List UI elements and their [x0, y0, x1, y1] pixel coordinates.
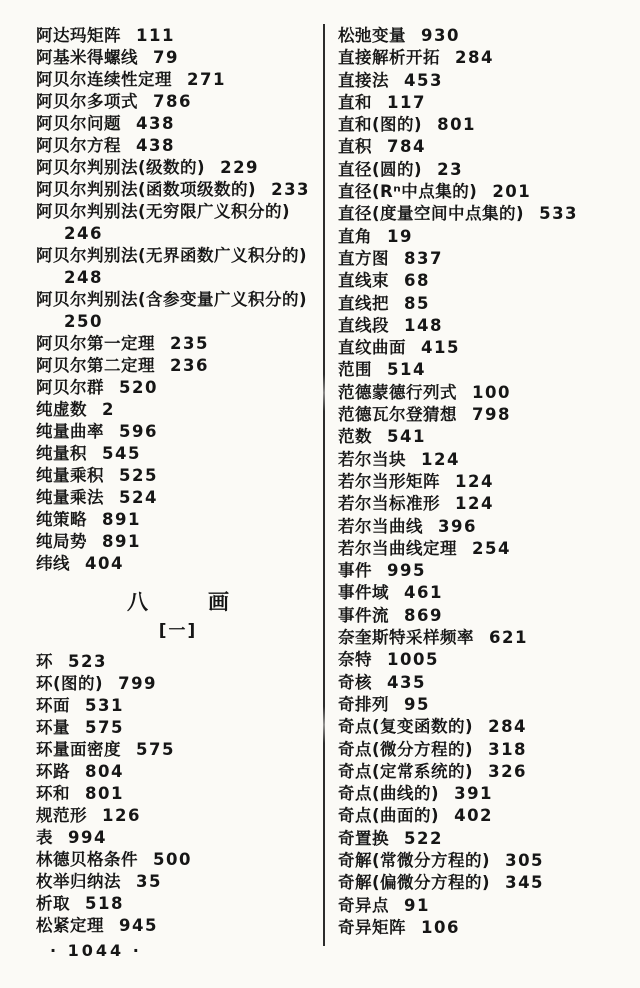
entry-page-number: 100: [472, 382, 511, 402]
subsection-heading: [一]: [158, 621, 198, 641]
entry-page-number: 531: [85, 696, 124, 715]
entry-page-number: 596: [119, 422, 158, 441]
index-entry: [338, 114, 630, 136]
entry-page-number: 236: [170, 356, 209, 375]
entry-page-number: 621: [489, 628, 528, 648]
entry-page-number: 229: [220, 158, 260, 177]
index-entry: [338, 716, 630, 738]
entry-page-number: 518: [85, 894, 124, 913]
index-entry: [36, 91, 320, 113]
entry-page-number: 525: [119, 466, 158, 485]
stroke-section-heading: [36, 589, 320, 615]
index-entry: [36, 355, 320, 377]
index-entry: [36, 157, 320, 179]
entry-page-number: 254: [472, 538, 511, 558]
entry-page-number: 520: [119, 378, 158, 397]
index-entry-wrapped-page: [36, 267, 320, 289]
entry-term: 直接解析开拓: [338, 48, 440, 68]
index-entry: [338, 694, 630, 716]
entry-page-number: 318: [488, 739, 528, 759]
entry-term: 纯量乘法: [36, 488, 104, 507]
entry-term: 事件: [338, 561, 372, 581]
entry-page-number: 305: [505, 850, 545, 870]
entry-page-number: 233: [271, 180, 311, 199]
entry-term: 范德蒙德行列式: [338, 382, 457, 402]
index-entry: [338, 828, 630, 850]
entry-page-number: 801: [437, 115, 477, 135]
entry-term: 环量: [36, 718, 70, 737]
entry-term: 纯量积: [36, 444, 87, 463]
entry-term: 表: [36, 828, 53, 847]
index-entry: [338, 850, 630, 872]
entry-term: 松弛变量: [338, 26, 406, 45]
entry-page-number: 500: [153, 850, 192, 869]
index-entry: [36, 805, 320, 827]
entry-term: 阿贝尔判别法(无界函数广义积分的): [36, 246, 308, 265]
stroke-section-heading-char: 画: [208, 590, 229, 614]
index-entry: [36, 25, 320, 47]
entry-page-number: 514: [387, 360, 426, 380]
entry-page-number: 284: [488, 717, 528, 737]
index-entry: [36, 695, 320, 717]
entry-term: 阿达玛矩阵: [36, 26, 121, 45]
entry-page-number: 19: [387, 226, 413, 246]
entry-term: 环路: [36, 762, 70, 781]
index-entry: [338, 605, 630, 627]
index-entry: [36, 717, 320, 739]
entry-page-number: 461: [404, 583, 443, 603]
index-entry: [338, 270, 630, 292]
index-column-right: [338, 25, 630, 939]
entry-page-number: 404: [85, 554, 124, 573]
entry-page-number: 79: [153, 48, 179, 67]
entry-page-number: 2: [102, 400, 115, 419]
index-entry: [36, 893, 320, 915]
index-entry-wrapped-page: [36, 311, 320, 333]
entry-page-number: 523: [68, 652, 107, 671]
entry-page-number: 930: [421, 26, 460, 45]
index-entry: [36, 553, 320, 575]
entry-page-number: 786: [153, 92, 192, 111]
entry-page-number: 124: [455, 471, 494, 491]
entry-page-number: 438: [136, 136, 175, 155]
entry-term: 奇核: [338, 672, 372, 692]
index-entry: [36, 673, 320, 695]
entry-term: 事件流: [338, 605, 389, 625]
index-entry: [338, 226, 630, 248]
index-entry: [36, 113, 320, 135]
entry-page-number: 284: [455, 48, 494, 68]
index-entry: [36, 421, 320, 443]
index-entry: [338, 516, 630, 538]
index-entry: [338, 672, 630, 694]
entry-term: 奇排列: [338, 694, 389, 714]
entry-term: 若尔当曲线: [338, 516, 423, 536]
entry-term: 奇点(曲线的): [338, 784, 440, 804]
index-entry: [36, 201, 320, 223]
entry-page-number: 124: [421, 449, 460, 469]
entry-page-number: 391: [454, 784, 494, 804]
entry-term: 阿贝尔第二定理: [36, 356, 155, 375]
index-entry: [36, 915, 320, 937]
index-entry: [338, 203, 630, 225]
index-entry: [36, 739, 320, 761]
entry-term: 直径(圆的): [338, 159, 423, 179]
entry-page-number: 798: [472, 405, 511, 425]
index-entry: [338, 359, 630, 381]
index-entry: [338, 248, 630, 270]
entry-page-number: 784: [387, 137, 426, 157]
index-entry: [338, 895, 630, 917]
index-entry: [338, 649, 630, 671]
entry-page-number: 106: [421, 917, 460, 937]
entry-page-number: 248: [64, 268, 103, 287]
index-entry: [338, 92, 630, 114]
entry-term: 直径(度量空间中点集的): [338, 204, 525, 224]
entry-page-number: 326: [488, 761, 528, 781]
index-entry: [338, 582, 630, 604]
entry-term: 直角: [338, 226, 372, 246]
entry-page-number: 201: [492, 182, 532, 202]
entry-page-number: 250: [64, 312, 103, 331]
entry-term: 奈奎斯特采样频率: [338, 628, 474, 648]
index-entry: [36, 465, 320, 487]
index-entry: [36, 245, 320, 267]
entry-term: 直线束: [338, 271, 389, 291]
entry-list-eight-stroke: [36, 651, 320, 937]
entry-page-number: 801: [85, 784, 124, 803]
index-entry: [338, 538, 630, 560]
index-entry: [36, 135, 320, 157]
index-column-left: [36, 25, 320, 937]
entry-term: 环面: [36, 696, 70, 715]
entry-page-number: 575: [136, 740, 175, 759]
index-entry: [36, 47, 320, 69]
entry-term: 阿贝尔判别法(无穷限广义积分的): [36, 202, 291, 221]
entry-page-number: 522: [404, 828, 443, 848]
entry-page-number: 891: [102, 510, 141, 529]
entry-term: 析取: [36, 894, 70, 913]
entry-term: 奇置换: [338, 828, 389, 848]
entry-list-right: [338, 25, 630, 939]
entry-term: 松紧定理: [36, 916, 104, 935]
entry-term: 若尔当曲线定理: [338, 538, 457, 558]
entry-term: 奇解(偏微分方程的): [338, 873, 491, 893]
entry-term: 奇点(微分方程的): [338, 739, 474, 759]
index-entry: [36, 333, 320, 355]
column-divider-rule: [323, 24, 325, 946]
entry-page-number: 415: [421, 338, 460, 358]
index-entry: [338, 159, 630, 181]
entry-page-number: 271: [187, 70, 226, 89]
entry-term: 阿贝尔判别法(含参变量广义积分的): [36, 290, 308, 309]
entry-term: 纬线: [36, 554, 70, 573]
entry-term: 纯策略: [36, 510, 87, 529]
index-entry: [338, 181, 630, 203]
entry-page-number: 124: [455, 494, 494, 514]
entry-term: 纯虚数: [36, 400, 87, 419]
entry-page-number: 1005: [387, 650, 439, 670]
entry-page-number: 117: [387, 92, 426, 112]
index-entry: [36, 783, 320, 805]
entry-term: 直接法: [338, 70, 389, 90]
entry-term: 奇点(定常系统的): [338, 761, 474, 781]
index-entry: [36, 849, 320, 871]
entry-page-number: 402: [454, 806, 494, 826]
entry-term: 林德贝格条件: [36, 850, 138, 869]
index-entry: [36, 871, 320, 893]
index-entry: [36, 443, 320, 465]
entry-page-number: 524: [119, 488, 158, 507]
entry-page-number: 68: [404, 271, 430, 291]
index-entry: [338, 426, 630, 448]
entry-term: 直线段: [338, 315, 389, 335]
entry-term: 环: [36, 652, 53, 671]
index-entry: [338, 471, 630, 493]
entry-term: 奇异矩阵: [338, 917, 406, 937]
entry-term: 阿贝尔多项式: [36, 92, 138, 111]
index-entry: [338, 293, 630, 315]
entry-page-number: 804: [85, 762, 124, 781]
entry-term: 阿贝尔判别法(级数的): [36, 158, 206, 177]
index-entry: [338, 449, 630, 471]
index-entry: [36, 399, 320, 421]
index-entry: [36, 289, 320, 311]
index-entry: [338, 25, 630, 47]
index-entry: [338, 917, 630, 939]
index-entry: [36, 651, 320, 673]
entry-page-number: 396: [438, 516, 477, 536]
entry-term: 奇解(常微分方程的): [338, 850, 491, 870]
entry-page-number: 95: [404, 694, 430, 714]
entry-term: 直径(Rⁿ中点集的): [338, 182, 478, 202]
entry-term: 直和: [338, 92, 372, 112]
index-entry: [338, 382, 630, 404]
entry-term: 若尔当形矩阵: [338, 471, 440, 491]
entry-term: 纯局势: [36, 532, 87, 551]
entry-page-number: 533: [539, 204, 579, 224]
index-entry: [338, 47, 630, 69]
entry-term: 奇异点: [338, 895, 389, 915]
index-entry: [338, 337, 630, 359]
entry-page-number: 541: [387, 427, 426, 447]
entry-page-number: 126: [102, 806, 141, 825]
index-entry: [36, 69, 320, 91]
entry-page-number: 575: [85, 718, 124, 737]
entry-page-number: 799: [118, 674, 158, 693]
entry-term: 直和(图的): [338, 115, 423, 135]
stroke-section-heading-char: 八: [127, 590, 148, 614]
entry-page-number: 438: [136, 114, 175, 133]
index-entry: [338, 404, 630, 426]
entry-term: 环量面密度: [36, 740, 121, 759]
entry-page-number: 345: [505, 873, 545, 893]
entry-page-number: 35: [136, 872, 162, 891]
index-entry: [36, 179, 320, 201]
entry-list-seven-stroke: [36, 25, 320, 575]
page-number-footer: · 1044 ·: [50, 941, 142, 960]
entry-page-number: 435: [387, 672, 426, 692]
entry-page-number: 995: [387, 561, 426, 581]
index-entry: [338, 739, 630, 761]
index-entry: [338, 761, 630, 783]
entry-term: 纯量乘积: [36, 466, 104, 485]
index-entry: [338, 627, 630, 649]
entry-page-number: 91: [404, 895, 430, 915]
index-entry: [338, 805, 630, 827]
entry-term: 阿贝尔群: [36, 378, 104, 397]
index-entry: [36, 487, 320, 509]
entry-page-number: 891: [102, 532, 141, 551]
entry-term: 事件域: [338, 583, 389, 603]
entry-term: 若尔当块: [338, 449, 406, 469]
index-entry: [338, 315, 630, 337]
index-entry: [338, 872, 630, 894]
entry-page-number: 994: [68, 828, 107, 847]
entry-term: 范德瓦尔登猜想: [338, 405, 457, 425]
entry-term: 奈特: [338, 650, 372, 670]
index-entry: [338, 783, 630, 805]
entry-term: 直方图: [338, 248, 389, 268]
entry-term: 阿贝尔问题: [36, 114, 121, 133]
index-entry: [36, 531, 320, 553]
entry-term: 奇点(曲面的): [338, 806, 440, 826]
entry-term: 阿贝尔连续性定理: [36, 70, 172, 89]
entry-term: 若尔当标准形: [338, 494, 440, 514]
entry-term: 环(图的): [36, 674, 104, 693]
entry-page-number: 23: [437, 159, 464, 179]
entry-term: 环和: [36, 784, 70, 803]
entry-term: 范数: [338, 427, 372, 447]
entry-page-number: 246: [64, 224, 103, 243]
entry-term: 直线把: [338, 293, 389, 313]
entry-page-number: 453: [404, 70, 443, 90]
index-entry: [36, 827, 320, 849]
entry-page-number: 148: [404, 315, 443, 335]
entry-term: 范围: [338, 360, 372, 380]
index-entry: [338, 136, 630, 158]
entry-page-number: 235: [170, 334, 209, 353]
entry-term: 阿贝尔第一定理: [36, 334, 155, 353]
entry-term: 阿贝尔方程: [36, 136, 121, 155]
entry-page-number: 837: [404, 248, 443, 268]
index-entry: [338, 560, 630, 582]
entry-term: 纯量曲率: [36, 422, 104, 441]
entry-page-number: 85: [404, 293, 430, 313]
entry-page-number: 869: [404, 605, 443, 625]
index-entry: [36, 509, 320, 531]
index-entry: [36, 761, 320, 783]
entry-page-number: 111: [136, 26, 175, 45]
entry-term: 直积: [338, 137, 372, 157]
entry-term: 奇点(复变函数的): [338, 717, 474, 737]
entry-term: 枚举归纳法: [36, 872, 121, 891]
index-entry: [338, 70, 630, 92]
entry-term: 规范形: [36, 806, 87, 825]
index-entry: [338, 493, 630, 515]
entry-term: 直纹曲面: [338, 338, 406, 358]
entry-term: 阿贝尔判别法(函数项级数的): [36, 180, 257, 199]
index-entry-wrapped-page: [36, 223, 320, 245]
index-entry: [36, 377, 320, 399]
entry-page-number: 945: [119, 916, 158, 935]
entry-page-number: 545: [102, 444, 141, 463]
entry-term: 阿基米得螺线: [36, 48, 138, 67]
